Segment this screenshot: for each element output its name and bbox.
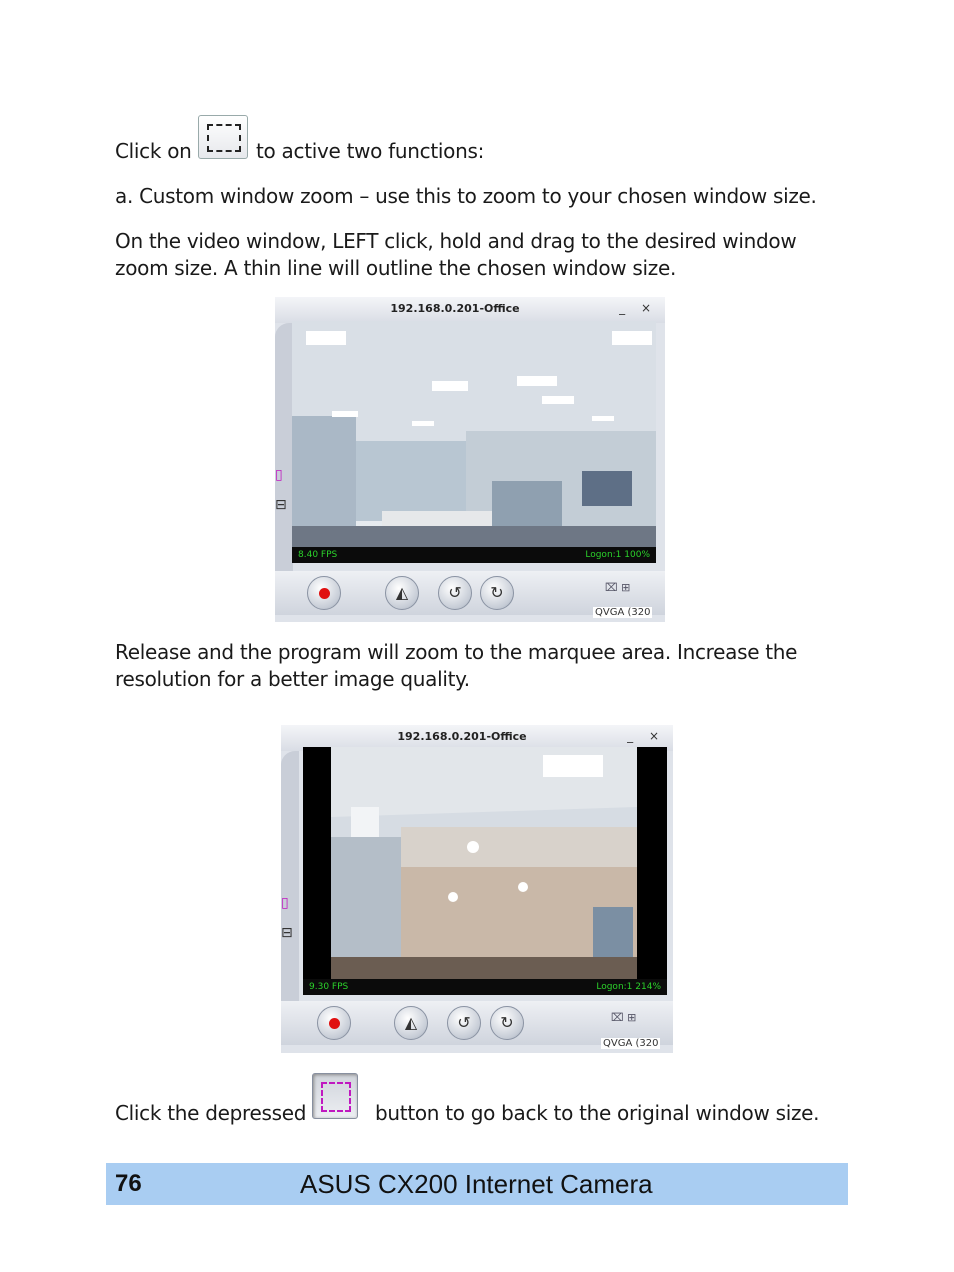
rotate-right-icon: ↻ bbox=[500, 1013, 514, 1032]
video-status-bar bbox=[292, 547, 656, 563]
side-toolbar-icon[interactable]: ▯ bbox=[281, 895, 289, 911]
marquee-zoom-depressed-icon[interactable] bbox=[312, 1073, 358, 1119]
settings-icons[interactable]: ⌧ ⊞ bbox=[605, 581, 631, 594]
camera-bezel bbox=[275, 323, 293, 593]
intro-line bbox=[115, 138, 192, 165]
mirror-icon: ◭ bbox=[404, 1013, 418, 1032]
video-status-bar bbox=[303, 979, 667, 995]
camera-window-title: 192.168.0.201-Office bbox=[390, 302, 520, 315]
rotate-left-icon: ↺ bbox=[448, 583, 462, 602]
drag-instructions-line-2: zoom size. A thin line will outline the chosen window size. bbox=[115, 256, 677, 280]
depressed-after-text: button to go back to the original window size. bbox=[375, 1101, 820, 1125]
camera-window-screenshot-2 bbox=[281, 725, 673, 1053]
fps-readout: 8.40 FPS bbox=[298, 550, 338, 560]
depressed-after-line bbox=[375, 1100, 819, 1127]
camera-window-title: 192.168.0.201-Office bbox=[397, 730, 527, 743]
resolution-label[interactable]: QVGA (320 bbox=[595, 607, 651, 618]
marquee-zoom-icon[interactable] bbox=[198, 115, 248, 159]
video-feed[interactable] bbox=[292, 321, 656, 547]
record-icon bbox=[329, 1018, 340, 1029]
office-ceiling-image bbox=[292, 321, 656, 547]
logon-readout: Logon:1 100% bbox=[585, 550, 650, 560]
video-feed[interactable] bbox=[303, 747, 667, 979]
rotate-right-icon: ↻ bbox=[490, 583, 504, 602]
rotate-left-icon: ↺ bbox=[457, 1013, 471, 1032]
window-controls[interactable]: _ × bbox=[627, 729, 665, 743]
fps-readout: 9.30 FPS bbox=[309, 982, 349, 992]
mirror-button[interactable] bbox=[394, 1006, 428, 1040]
resolution-label[interactable]: QVGA (320 bbox=[603, 1038, 659, 1049]
intro-before-text: Click on bbox=[115, 139, 192, 163]
camera-window-screenshot-1 bbox=[275, 297, 665, 622]
record-button[interactable] bbox=[307, 576, 341, 610]
camera-bezel bbox=[281, 751, 299, 1023]
mirror-button[interactable] bbox=[385, 576, 419, 610]
logon-readout: Logon:1 214% bbox=[596, 982, 661, 992]
side-toolbar-icon[interactable]: ▯ bbox=[275, 467, 283, 483]
footer-bar bbox=[106, 1163, 848, 1205]
drag-instructions-line-1: On the video window, LEFT click, hold and drag to the desired window bbox=[115, 229, 797, 253]
rotate-left-button[interactable] bbox=[438, 576, 472, 610]
depressed-before-text: Click the depressed bbox=[115, 1101, 307, 1125]
record-icon bbox=[319, 588, 330, 599]
record-button[interactable] bbox=[317, 1006, 351, 1040]
window-controls[interactable]: _ × bbox=[619, 301, 657, 315]
zoomed-office-image bbox=[303, 747, 667, 979]
mirror-icon: ◭ bbox=[395, 583, 409, 602]
footer-title: ASUS CX200 Internet Camera bbox=[300, 1169, 653, 1199]
release-line-1: Release and the program will zoom to the marquee area. Increase the bbox=[115, 640, 798, 664]
settings-icons[interactable]: ⌧ ⊞ bbox=[611, 1011, 637, 1024]
release-line-2: resolution for a better image quality. bbox=[115, 667, 470, 691]
depressed-before-line bbox=[115, 1100, 306, 1127]
side-toolbar-icon[interactable]: ⊟ bbox=[281, 925, 293, 941]
side-toolbar-icon[interactable]: ⊟ bbox=[275, 497, 287, 513]
custom-zoom-paragraph: a. Custom window zoom – use this to zoom to your chosen window size. bbox=[115, 184, 817, 208]
intro-after-text: to active two functions: bbox=[256, 139, 485, 163]
rotate-left-button[interactable] bbox=[447, 1006, 481, 1040]
rotate-right-button[interactable] bbox=[480, 576, 514, 610]
page-number: 76 bbox=[115, 1170, 142, 1197]
intro-after-line bbox=[256, 138, 484, 165]
rotate-right-button[interactable] bbox=[490, 1006, 524, 1040]
camera-window-titlebar bbox=[275, 297, 665, 323]
